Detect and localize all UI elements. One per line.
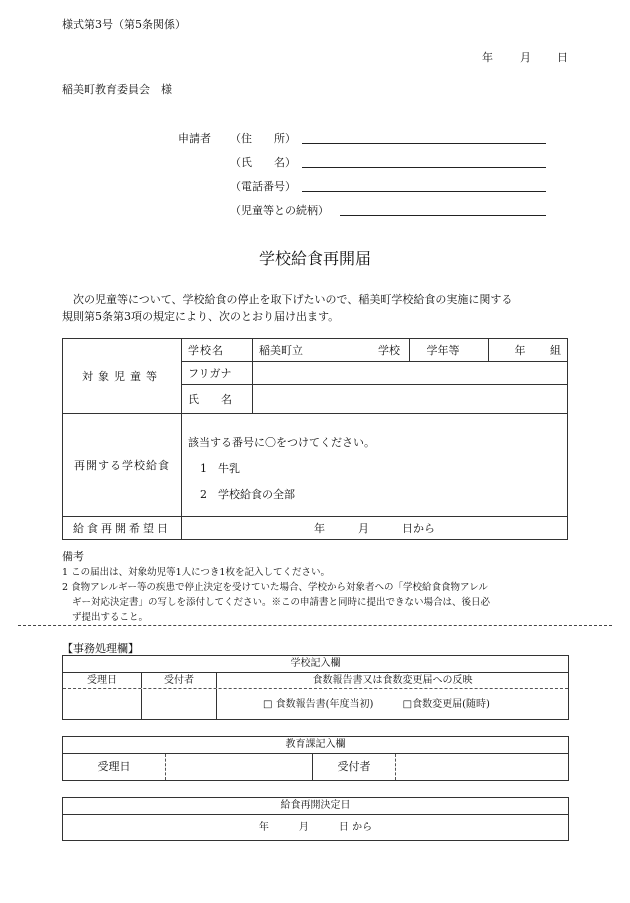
phone-label: （電話番号） bbox=[230, 180, 296, 193]
received-date-cell[interactable] bbox=[63, 689, 142, 720]
address-label: （住 所） bbox=[230, 132, 296, 145]
desired-date-cell[interactable]: 年 月 日から bbox=[182, 517, 568, 540]
reflection-cell[interactable] bbox=[217, 689, 568, 720]
grade-label: 学年等 bbox=[410, 339, 489, 362]
school-name-cell[interactable]: 稲美町立 学校 bbox=[253, 339, 410, 362]
office-heading: 【事務処理欄】 bbox=[62, 642, 139, 655]
note-2a: 2 食物アレルギー等の疾患で停止決定を受けていた場合、学校から対象者への「学校給食食物アレル bbox=[62, 582, 488, 593]
intro-line-2: 規則第5条第3項の規定により、次のとおり届け出ます。 bbox=[62, 310, 340, 323]
resume-options[interactable] bbox=[182, 414, 568, 517]
note-2c: ず提出すること。 bbox=[72, 612, 149, 623]
edu-received-date-label: 受理日 bbox=[63, 754, 166, 780]
edu-receiver-label: 受付者 bbox=[313, 754, 396, 780]
reflection-header: 食数報告書又は食数変更届への反映 bbox=[312, 675, 473, 686]
phone-line[interactable] bbox=[302, 191, 546, 192]
furigana-cell[interactable] bbox=[253, 362, 568, 385]
furigana-label: フリガナ bbox=[182, 362, 253, 385]
date-year: 年 bbox=[482, 51, 493, 64]
grade-cell[interactable]: 年 組 bbox=[489, 339, 568, 362]
edu-receiver-cell[interactable] bbox=[396, 754, 568, 780]
cut-line bbox=[18, 625, 612, 626]
child-name-cell[interactable] bbox=[253, 385, 568, 414]
date-day: 日 bbox=[557, 51, 568, 64]
school-entry-box bbox=[62, 655, 569, 720]
intro-line-1: 次の児童等について、学校給食の停止を取下げたいので、稲美町学校給食の実施に関する bbox=[62, 293, 513, 306]
check-change[interactable]: □食数変更届(随時) bbox=[402, 699, 490, 710]
resume-instruction: 該当する番号に〇をつけてください。 bbox=[188, 436, 375, 449]
option-milk[interactable]: 1 牛乳 bbox=[200, 462, 240, 475]
desired-date-label: 給食再開希望日 bbox=[63, 517, 182, 540]
target-label: 対象児童等 bbox=[63, 339, 182, 414]
edu-entry-box bbox=[62, 736, 569, 781]
received-date-header: 受理日 bbox=[63, 673, 142, 688]
school-name-label: 学校名 bbox=[182, 339, 253, 362]
edu-section-title: 教育課記入欄 bbox=[63, 737, 568, 754]
receiver-header: 受付者 bbox=[142, 673, 217, 688]
decision-section-title: 給食再開決定日 bbox=[63, 798, 568, 815]
decision-box bbox=[62, 797, 569, 841]
relation-line[interactable] bbox=[340, 215, 546, 216]
child-name-label: 氏 名 bbox=[182, 385, 253, 414]
option-all[interactable]: 2 学校給食の全部 bbox=[200, 488, 295, 501]
note-1: 1 この届出は、対象幼児等1人につき1枚を記入してください。 bbox=[62, 567, 330, 578]
addressee: 稲美町教育委員会 様 bbox=[62, 83, 172, 96]
receiver-cell[interactable] bbox=[142, 689, 217, 720]
name-line[interactable] bbox=[302, 167, 546, 168]
decision-date-cell[interactable]: 年 月 日 から bbox=[258, 822, 373, 833]
date-month: 月 bbox=[520, 51, 531, 64]
note-2b: ギー対応決定書」の写しを添付してください。※この申請書と同時に提出できない場合は、後日必 bbox=[72, 597, 491, 608]
application-table bbox=[62, 338, 568, 540]
notes-heading: 備考 bbox=[62, 550, 84, 563]
school-section-title: 学校記入欄 bbox=[63, 656, 568, 673]
check-report[interactable]: □ 食数報告書(年度当初) bbox=[263, 699, 374, 710]
name-label: （氏 名） bbox=[230, 156, 296, 169]
edu-received-date-cell[interactable] bbox=[166, 754, 313, 780]
address-line[interactable] bbox=[302, 143, 546, 144]
resume-label: 再開する学校給食 bbox=[63, 414, 182, 517]
relation-label: （児童等との続柄） bbox=[230, 204, 329, 217]
applicant-label: 申請者 bbox=[178, 132, 211, 145]
page-title: 学校給食再開届 bbox=[258, 249, 371, 268]
form-number: 様式第3号（第5条関係） bbox=[62, 18, 186, 31]
